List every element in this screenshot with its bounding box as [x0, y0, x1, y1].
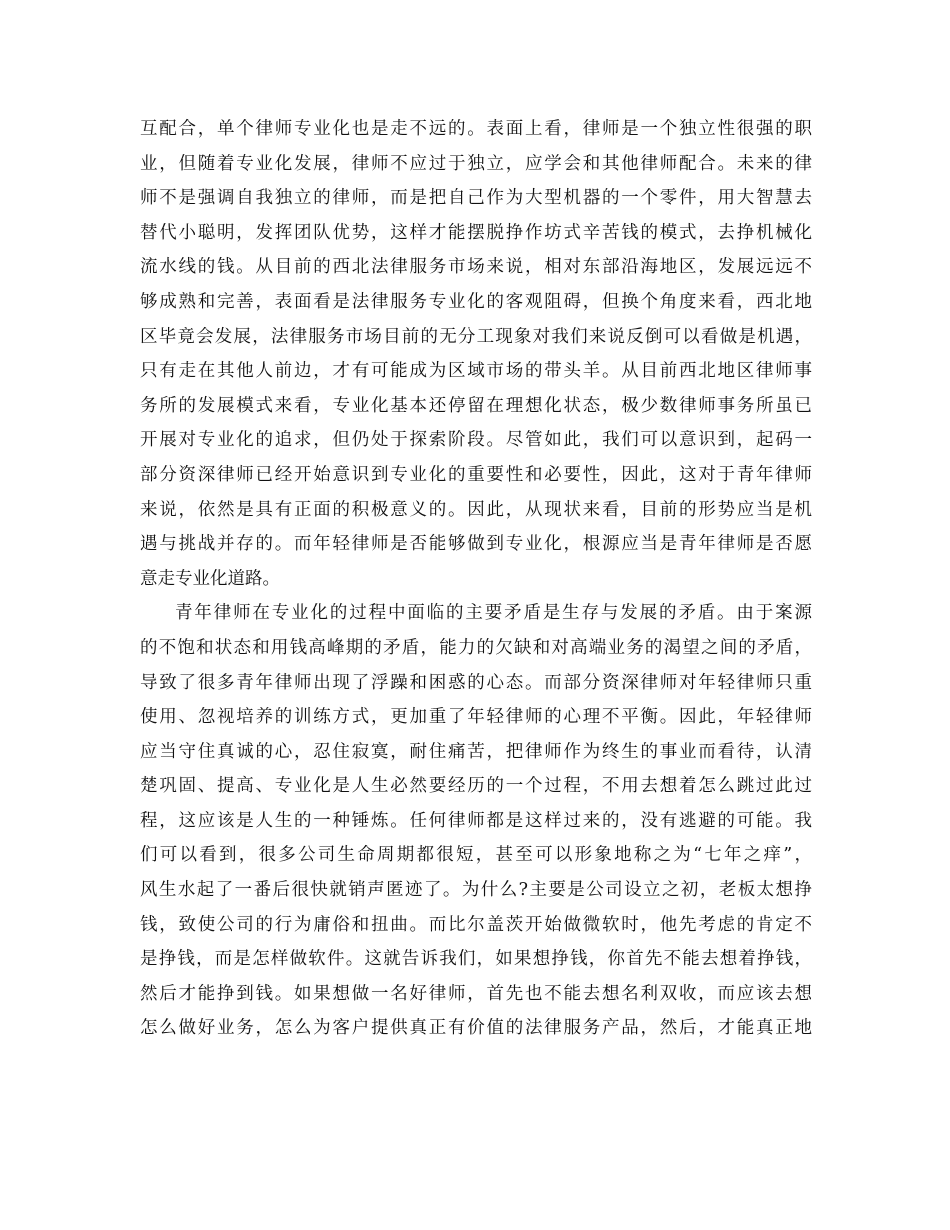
text-line: 风生水起了一番后很快就销声匿迹了。为什么?主要是公司设立之初，老板太想挣	[140, 880, 812, 901]
text-line: 够成熟和完善，表面看是法律服务专业化的客观阻碍，但换个角度来看，西北地	[140, 291, 812, 312]
text-line: 是挣钱，而是怎样做软件。这就告诉我们，如果想挣钱，你首先不能去想着挣钱，	[140, 949, 812, 970]
text-line: 流水线的钱。从目前的西北法律服务市场来说，相对东部沿海地区，发展远远不	[140, 257, 812, 278]
text-line: 使用、忽视培养的训练方式，更加重了年轻律师的心理不平衡。因此，年轻律师	[140, 707, 812, 728]
text-line: 互配合，单个律师专业化也是走不远的。表面上看，律师是一个独立性很强的职	[140, 119, 812, 139]
text-line: 来说，依然是具有正面的积极意义的。因此，从现状来看，目前的形势应当是机	[140, 499, 812, 520]
text-line: 替代小聪明，发挥团队优势，这样才能摆脱挣作坊式辛苦钱的模式，去挣机械化	[140, 222, 812, 243]
text-line: 务所的发展模式来看，专业化基本还停留在理想化状态，极少数律师事务所虽已	[140, 395, 812, 416]
paragraph-2	[140, 596, 812, 1046]
text-line: 遇与挑战并存的。而年轻律师是否能够做到专业化，根源应当是青年律师是否愿	[140, 534, 812, 555]
text-line: 青年律师在专业化的过程中面临的主要矛盾是生存与发展的矛盾。由于案源	[175, 603, 812, 624]
text-line: 师不是强调自我独立的律师，而是把自己作为大型机器的一个零件，用大智慧去	[140, 188, 812, 209]
paragraph-1	[140, 112, 812, 596]
text-line: 楚巩固、提高、专业化是人生必然要经历的一个过程，不用去想着怎么跳过此过	[140, 776, 812, 797]
text-line: 意走专业化道路。	[140, 568, 280, 589]
text-line: 钱，致使公司的行为庸俗和扭曲。而比尔盖茨开始做微软时，他先考虑的肯定不	[140, 914, 812, 935]
text-line: 然后才能挣到钱。如果想做一名好律师，首先也不能去想名利双收，而应该去想	[140, 983, 812, 1004]
body-text	[140, 112, 812, 1046]
text-line: 们可以看到，很多公司生命周期都很短，甚至可以形象地称之为“七年之痒”，	[140, 845, 812, 866]
text-line: 区毕竟会发展，法律服务市场目前的无分工现象对我们来说反倒可以看做是机遇，	[140, 326, 812, 347]
text-line: 应当守住真诚的心，忍住寂寞，耐住痛苦，把律师作为终生的事业而看待，认清	[140, 741, 812, 762]
text-line: 导致了很多青年律师出现了浮躁和困惑的心态。而部分资深律师对年轻律师只重	[140, 672, 812, 693]
text-line: 怎么做好业务，怎么为客户提供真正有价值的法律服务产品，然后，才能真正地	[140, 1018, 812, 1039]
text-line: 部分资深律师已经开始意识到专业化的重要性和必要性，因此，这对于青年律师	[140, 464, 812, 485]
text-line: 业，但随着专业化发展，律师不应过于独立，应学会和其他律师配合。未来的律	[140, 153, 812, 174]
text-line: 程，这应该是人生的一种锤炼。任何律师都是这样过来的，没有逃避的可能。我	[140, 810, 812, 831]
text-line: 的不饱和状态和用钱高峰期的矛盾，能力的欠缺和对高端业务的渴望之间的矛盾，	[140, 637, 812, 658]
text-line: 只有走在其他人前边，才有可能成为区域市场的带头羊。从目前西北地区律师事	[140, 361, 812, 382]
text-line: 开展对专业化的追求，但仍处于探索阶段。尽管如此，我们可以意识到，起码一	[140, 430, 812, 451]
